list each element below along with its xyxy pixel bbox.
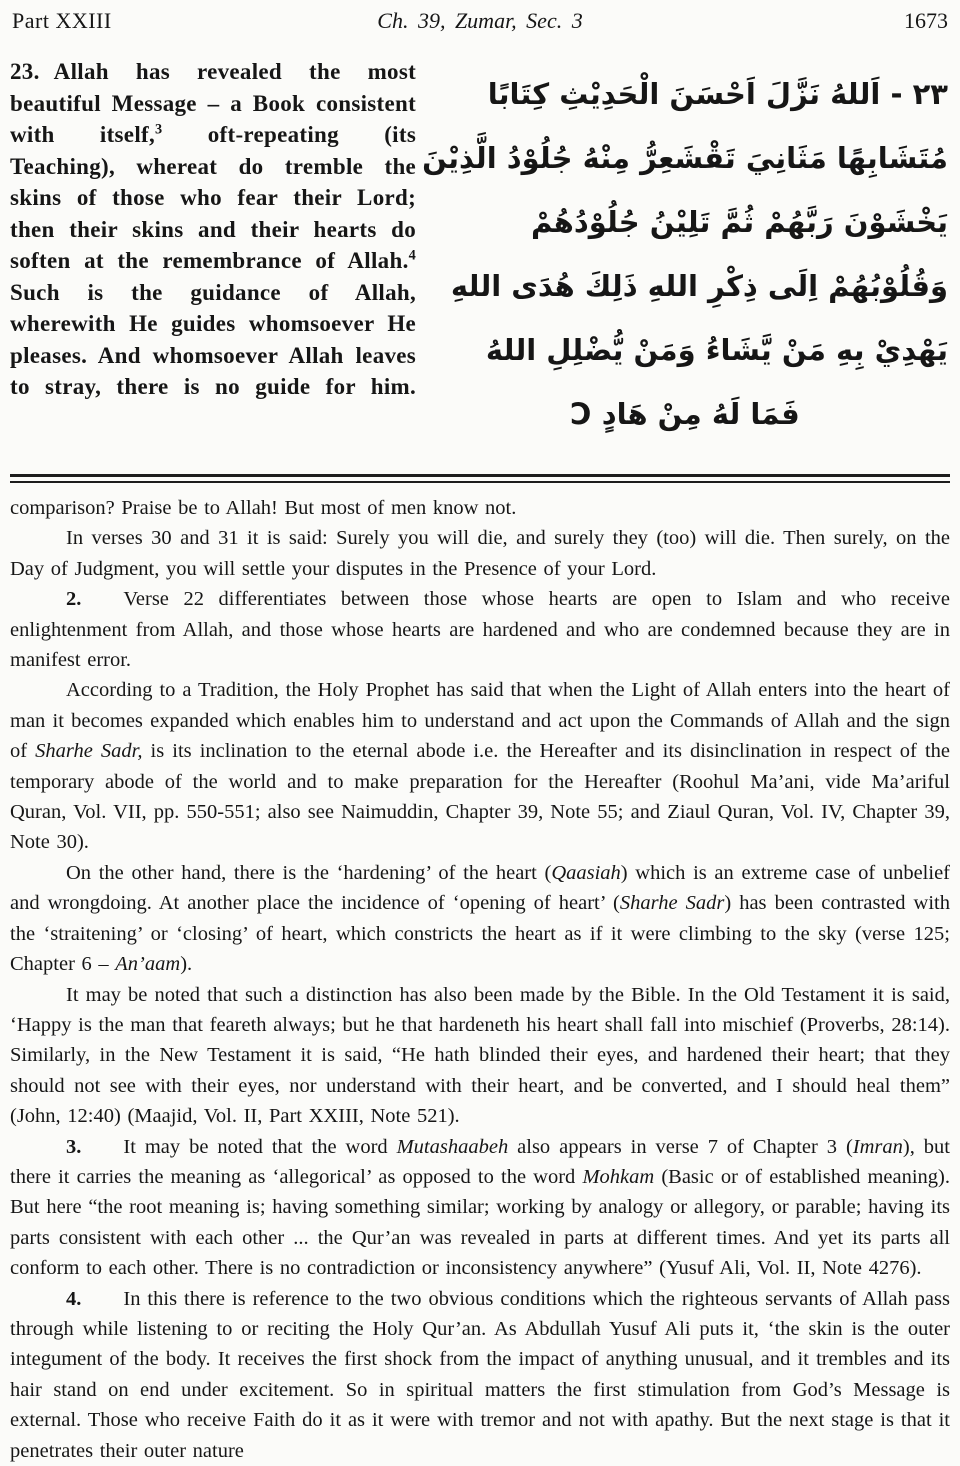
commentary-text: It may be noted that the word	[123, 1135, 397, 1158]
commentary-text: also appears in verse 7 of Chapter 3 (	[508, 1135, 853, 1158]
header-part-label: Part XXIII	[12, 8, 112, 33]
commentary-section	[10, 489, 950, 1466]
commentary-paragraph	[10, 858, 950, 980]
header-page-number: 1673	[904, 8, 948, 33]
italic-term: Qaasiah	[551, 861, 621, 884]
commentary-text: comparison? Praise be to Allah! But most of men know not.	[10, 497, 517, 519]
note-number: 3.	[66, 1135, 82, 1158]
note-number: 4.	[66, 1287, 82, 1310]
commentary-paragraph	[10, 523, 950, 584]
italic-term: An’aam	[115, 953, 181, 976]
commentary-paragraph	[10, 1132, 950, 1284]
arabic-line: ٢٣ - اَللهُ نَزَّلَ اَحْسَنَ الْحَدِيْثِ كِتَابًا	[487, 77, 948, 111]
commentary-paragraph	[10, 584, 950, 675]
arabic-line: وَقُلُوْبُهُمْ اِلَى ذِكْرِ اللهِ ذَلِكَ هُدَى اللهِ	[450, 269, 948, 303]
verse-text-segment: Such is the guidance of Allah, wherewith He guides whomsoever He pleases. And whomsoever Allah leaves to stray, there is no guide for him.	[10, 279, 417, 399]
verse-text-segment: Allah has revealed the most beautiful Message – a Book consistent with itself,	[10, 59, 417, 147]
italic-term: Imran	[852, 1135, 903, 1158]
verse-section	[10, 56, 950, 464]
commentary-text: Verse 22 differentiates between those whose hearts are open to Islam and who receive enlightenment from Allah, and those whose hearts are hardened and who are condemned because they are in manifest error.	[10, 588, 950, 672]
italic-term: Sharhe Sadr	[619, 892, 725, 915]
commentary-text: (Basic or of established meaning). But here “the root meaning is; having something similar; working by analogy or allegory, or parable; having its parts consistent with each other ... the Qur’an was revealed in parts at different times. And yet its parts all conform to each other. There is no contradiction or inconsistency anywhere” (Yusuf Ali, Vol. II, Note 4276).	[10, 1165, 951, 1280]
arabic-line: يَهْدِيْ بِهِ مَنْ يَّشَاءُ وَمَنْ يُّضْلِلِ اللهُ	[485, 333, 948, 367]
footnote-ref: 4	[408, 247, 417, 264]
commentary-text: In this there is reference to the two obvious conditions which the righteous servants of Allah pass through while listening to or reciting the Holy Qur’an. As Abdullah Yusuf Ali puts it, ‘the skin is the outer integument of the body. It receives the first shock from the impact of anything unusual, and it trembles and its hair stand on end under excitement. So in spiritual matters the first stimulation from God’s Message is external. Those who receive Faith do it as it were with tremor and not with apathy. But the next stage is that it penetrates their outer nature	[10, 1287, 950, 1462]
commentary-text: In verses 30 and 31 it is said: Surely you will die, and surely they (too) will die. Then surely, on the Day of Judgment, you will settle your disputes in the Presence of your Lord.	[10, 527, 950, 580]
commentary-text: According to a Tradition, the Holy Prophet has said that when the Light of Allah enters into the heart of man it becomes expanded which enables him to understand and act upon the Commands of Allah and the sign of	[10, 679, 950, 763]
italic-term: Mutashaabeh	[396, 1135, 509, 1158]
verse-arabic-text	[416, 56, 950, 464]
commentary-paragraph	[10, 675, 950, 857]
arabic-line: يَخْشَوْنَ رَبَّهُمْ ثُمَّ تَلِيْنُ جُلُوْدُهُمْ	[530, 205, 948, 239]
commentary-paragraph	[10, 980, 950, 1132]
footnote-ref: 3	[155, 121, 163, 138]
arabic-line: فَمَا لَهُ مِنْ هَادٍ Ɔ	[570, 397, 800, 431]
verse-number: 23.	[10, 59, 40, 84]
header-chapter-label: Ch. 39, Zumar, Sec. 3	[377, 8, 583, 33]
note-number: 2.	[66, 588, 82, 611]
italic-term: Mohkam	[582, 1165, 655, 1188]
commentary-text: ) which is an extreme case of unbelief and wrongdoing. At another place the incidence of ‘opening of heart’ (	[10, 861, 950, 915]
commentary-text: On the other hand, there is the ‘hardening’ of the heart (	[66, 861, 552, 884]
commentary-paragraph	[10, 1284, 950, 1466]
commentary-text: ) has been contrasted with the ‘straitening’ or ‘closing’ of heart, which constricts the heart as if it were climbing to the sky (verse 125; Chapter 6 –	[10, 892, 951, 976]
verse-english-translation	[10, 56, 416, 464]
section-divider-rule	[10, 474, 950, 483]
commentary-paragraph	[10, 493, 950, 523]
commentary-text: ).	[180, 953, 193, 976]
page-header	[10, 6, 950, 34]
verse-text-segment: oft-repeating (its Teaching), whereat do tremble the skins of those who fear their Lord; then their skins and their hearts do soften at the remembrance of Allah.	[10, 122, 417, 273]
commentary-text: ), but there it carries the meaning as ‘allegorical’ as opposed to the word	[10, 1135, 950, 1188]
italic-term: Sharhe Sadr,	[35, 740, 143, 763]
arabic-line: مُتَشَابِهًا مَثَانِيَ تَقْشَعِرُّ مِنْهُ جُلُوْدُ الَّذِيْنَ	[422, 141, 948, 175]
commentary-text: It may be noted that such a distinction has also been made by the Bible. In the Old Testament it is said, ‘Happy is the man that feareth always; but he that hardeneth his heart shall fall into mischief (Proverbs, 28:14). Similarly, in the New Testament it is said, “He hath blinded their eyes, and hardened their heart; that they should not see with their eyes, nor understand with their heart, and be converted, and I should heal them” (John, 12:40) (Maajid, Vol. II, Part XXIII, Note 521).	[10, 983, 950, 1128]
commentary-text: is its inclination to the eternal abode i.e. the Hereafter and its disinclination in respect of the temporary abode of the world and to make preparation for the Hereafter (Roohul Ma’ani, vide Ma’ariful Quran, Vol. VII, pp. 550-551; also see Naimuddin, Chapter 39, Note 55; and Ziaul Quran, Vol. IV, Chapter 39, Note 30).	[10, 740, 950, 854]
